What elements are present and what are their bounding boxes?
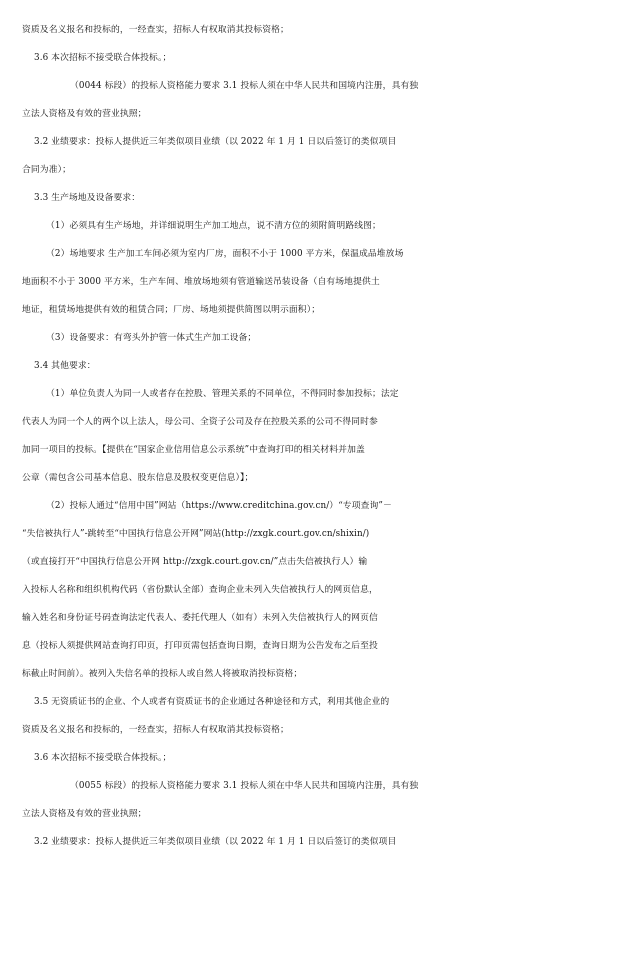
text-line: 标截止时间前）。被列入失信名单的投标人或自然人将被取消投标资格；: [22, 669, 303, 679]
text-line: 地面积不小于 3000 平方米，生产车间、堆放场地须有管道输送吊装设备（自有场地提供土: [22, 277, 380, 287]
text-line: （2）场地要求 生产加工车间必须为室内厂房，面积不小于 1000 平方米，保温成品堆放场: [46, 249, 404, 259]
text-line: “失信被执行人”-跳转至“中国执行信息公开网”网站(http://zxgk.court.gov.cn/shixin/): [22, 529, 370, 539]
text-line: （1）必须具有生产场地，并详细说明生产加工地点，说不清方位的须附简明路线图；: [46, 221, 381, 231]
text-line: （0055 标段）的投标人资格能力要求 3.1 投标人须在中华人民共和国境内注册，具有独: [70, 781, 419, 791]
text-line: 3.4 其他要求：: [34, 361, 96, 371]
text-line: 资质及名义报名和投标的，一经查实，招标人有权取消其投标资格；: [22, 725, 289, 735]
text-line: 合同为准）；: [22, 165, 71, 175]
text-line: （3）设备要求：有弯头外护管一体式生产加工设备；: [46, 333, 257, 343]
text-line: 3.2 业绩要求：投标人提供近三年类似项目业绩（以 2022 年 1 月 1 日以后签订的类似项目: [34, 837, 397, 847]
text-line: 3.3 生产场地及设备要求：: [34, 193, 141, 203]
text-line: 公章（需包含公司基本信息、股东信息及股权变更信息）】；: [22, 473, 254, 483]
text-line: 入投标人名称和组织机构代码（省份默认全部）查询企业未列入失信被执行人的网页信息，: [22, 585, 378, 595]
text-line: 代表人为同一个人的两个以上法人，母公司、全资子公司及存在控股关系的公司不得同时参: [22, 417, 378, 427]
text-line: 3.6 本次招标不接受联合体投标。；: [34, 753, 172, 763]
text-line: （或直接打开“中国执行信息公开网 http://zxgk.court.gov.cn/”点击失信被执行人）输: [22, 557, 368, 567]
text-line: 地证，租赁场地提供有效的租赁合同；厂房、场地须提供简图以明示面积）；: [22, 305, 321, 315]
text-line: 3.6 本次招标不接受联合体投标。；: [34, 53, 172, 63]
text-line: 加同一项目的投标。【提供在“国家企业信用信息公示系统”中查询打印的相关材料并加盖: [22, 445, 365, 455]
text-line: 输入姓名和身份证号码查询法定代表人、委托代理人（如有）未列入失信被执行人的网页信: [22, 613, 378, 623]
text-line: （2）投标人通过“信用中国”网站（https://www.creditchina.gov.cn/）“专项查询”－: [46, 501, 392, 511]
text-line: 息（投标人须提供网站查询打印页，打印页需包括查询日期，查询日期为公告发布之后至投: [22, 641, 378, 651]
text-line: 3.2 业绩要求：投标人提供近三年类似项目业绩（以 2022 年 1 月 1 日以后签订的类似项目: [34, 137, 397, 147]
text-line: （1）单位负责人为同一人或者存在控股、管理关系的不同单位，不得同时参加投标；法定: [46, 389, 399, 399]
text-line: （0044 标段）的投标人资格能力要求 3.1 投标人须在中华人民共和国境内注册，具有独: [70, 81, 419, 91]
text-line: 立法人资格及有效的营业执照；: [22, 809, 147, 819]
text-line: 立法人资格及有效的营业执照；: [22, 109, 147, 119]
text-line: 3.5 无资质证书的企业、个人或者有资质证书的企业通过各种途径和方式，利用其他企业的: [34, 697, 390, 707]
text-line: 资质及名义报名和投标的，一经查实，招标人有权取消其投标资格；: [22, 25, 289, 35]
